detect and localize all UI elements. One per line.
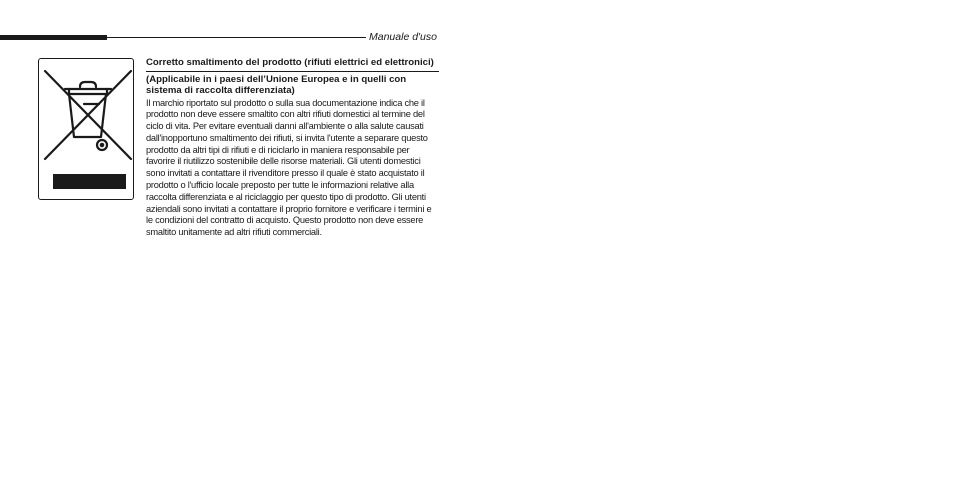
crossed-out-wheeled-bin-icon — [39, 59, 135, 201]
weee-symbol-box — [38, 58, 134, 200]
disposal-section — [146, 57, 439, 239]
header-accent-bar — [0, 35, 107, 40]
page-header-title: Manuale d'uso — [369, 31, 437, 43]
section-body: Il marchio riportato sul prodotto o sulla sua documentazione indica che il prodotto non deve essere smaltito con altri rifiuti domestici al termine del ciclo di vita. Per evitare eventuali danni all'ambiente o alla salute causati dall'inopportuno smaltimento dei rifiuti, si invita l'utente a separare questo prodotto da altri tipi di rifiuti e di riciclarlo in maniera responsabile per favorire il riutilizzo sostenibile delle risorse materiali. Gli utenti domestici sono invitati a contattare il rivenditore presso il quale è stato acquistato il prodotto o l'ufficio locale preposto per tutte le informazioni relative alla raccolta differenziata e al riciclaggio per questo tipo di prodotto. Gli utenti aziendali sono invitati a contattare il proprio fornitore e verificare i termini e le condizioni del contratto di acquisto. Questo prodotto non deve essere smaltito unitamente ad altri rifiuti commerciali. — [146, 97, 432, 238]
section-subtitle: (Applicabile in i paesi dell’Unione Europea e in quelli con sistema di raccolta differenziata) — [146, 73, 407, 96]
section-title: Corretto smaltimento del prodotto (rifiuti elettrici ed elettronici) — [146, 57, 439, 72]
header-rule — [107, 37, 366, 38]
